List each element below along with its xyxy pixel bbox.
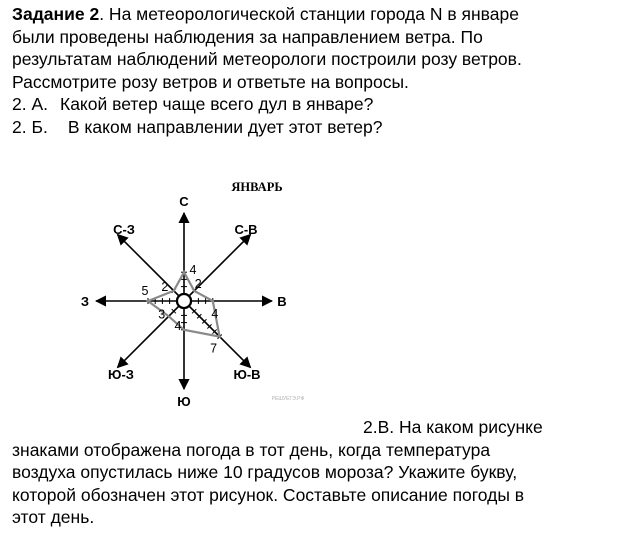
task-line-3: результатам наблюдений метеорологи построили розу ветров. bbox=[12, 49, 522, 70]
dir-label-se: Ю-В bbox=[233, 367, 261, 382]
task-text bbox=[12, 3, 627, 139]
question-b-text: В каком направлении дует этот ветер? bbox=[67, 116, 383, 137]
dir-label-e: В bbox=[277, 294, 287, 309]
wind-rose-center-circle bbox=[177, 294, 191, 308]
value-label-sw: 3 bbox=[158, 307, 166, 322]
dir-label-sw: Ю-З bbox=[108, 367, 134, 382]
question-a bbox=[12, 93, 627, 116]
task-line-1 bbox=[12, 3, 627, 26]
question-a-text: Какой ветер чаще всего дул в январе? bbox=[60, 94, 374, 115]
question-c-line-4: которой обозначен этот рисунок. Составьте описание погоды в bbox=[12, 484, 525, 505]
task-heading: Задание 2 bbox=[12, 4, 100, 24]
question-c-line-5: этот день. bbox=[12, 507, 95, 528]
question-b bbox=[12, 116, 627, 139]
dir-label-ne: С-В bbox=[234, 222, 258, 237]
value-label-nw: 2 bbox=[161, 279, 169, 294]
dir-label-w: З bbox=[80, 294, 90, 309]
task-line-1-rest: . На метеорологической станции города N в январе bbox=[99, 4, 519, 24]
question-c bbox=[12, 416, 627, 529]
dir-label-s: Ю bbox=[177, 394, 191, 409]
watermark: РЕШУЕГЭ.РФ bbox=[271, 396, 305, 402]
dir-label-nw: С-З bbox=[113, 222, 135, 237]
question-c-line-1: 2.В. На каком рисунке bbox=[363, 417, 543, 437]
wind-rose-value-labels bbox=[142, 263, 219, 355]
value-label-se: 7 bbox=[210, 341, 218, 356]
question-a-number: 2. А. bbox=[12, 94, 48, 115]
task-line-2: были проведены наблюдения за направлением ветра. По bbox=[12, 26, 483, 47]
question-b-number: 2. Б. bbox=[12, 116, 48, 137]
value-label-w: 5 bbox=[141, 284, 149, 298]
value-label-e: 4 bbox=[211, 307, 219, 321]
wind-rose-chart bbox=[66, 168, 326, 418]
value-label-n: 4 bbox=[189, 263, 197, 278]
task-line-4: Рассмотрите розу ветров и ответьте на вопросы. bbox=[12, 71, 409, 92]
dir-label-n: С bbox=[179, 194, 189, 209]
question-c-line-3: воздуха опустилась ниже 10 градусов мороза? Укажите букву, bbox=[12, 462, 518, 483]
wind-rose-title: ЯНВАРЬ bbox=[231, 180, 283, 194]
value-label-ne: 2 bbox=[194, 276, 202, 291]
question-c-line-2: знаками отображена погода в тот день, когда температура bbox=[12, 439, 491, 460]
value-label-s: 4 bbox=[174, 318, 182, 333]
